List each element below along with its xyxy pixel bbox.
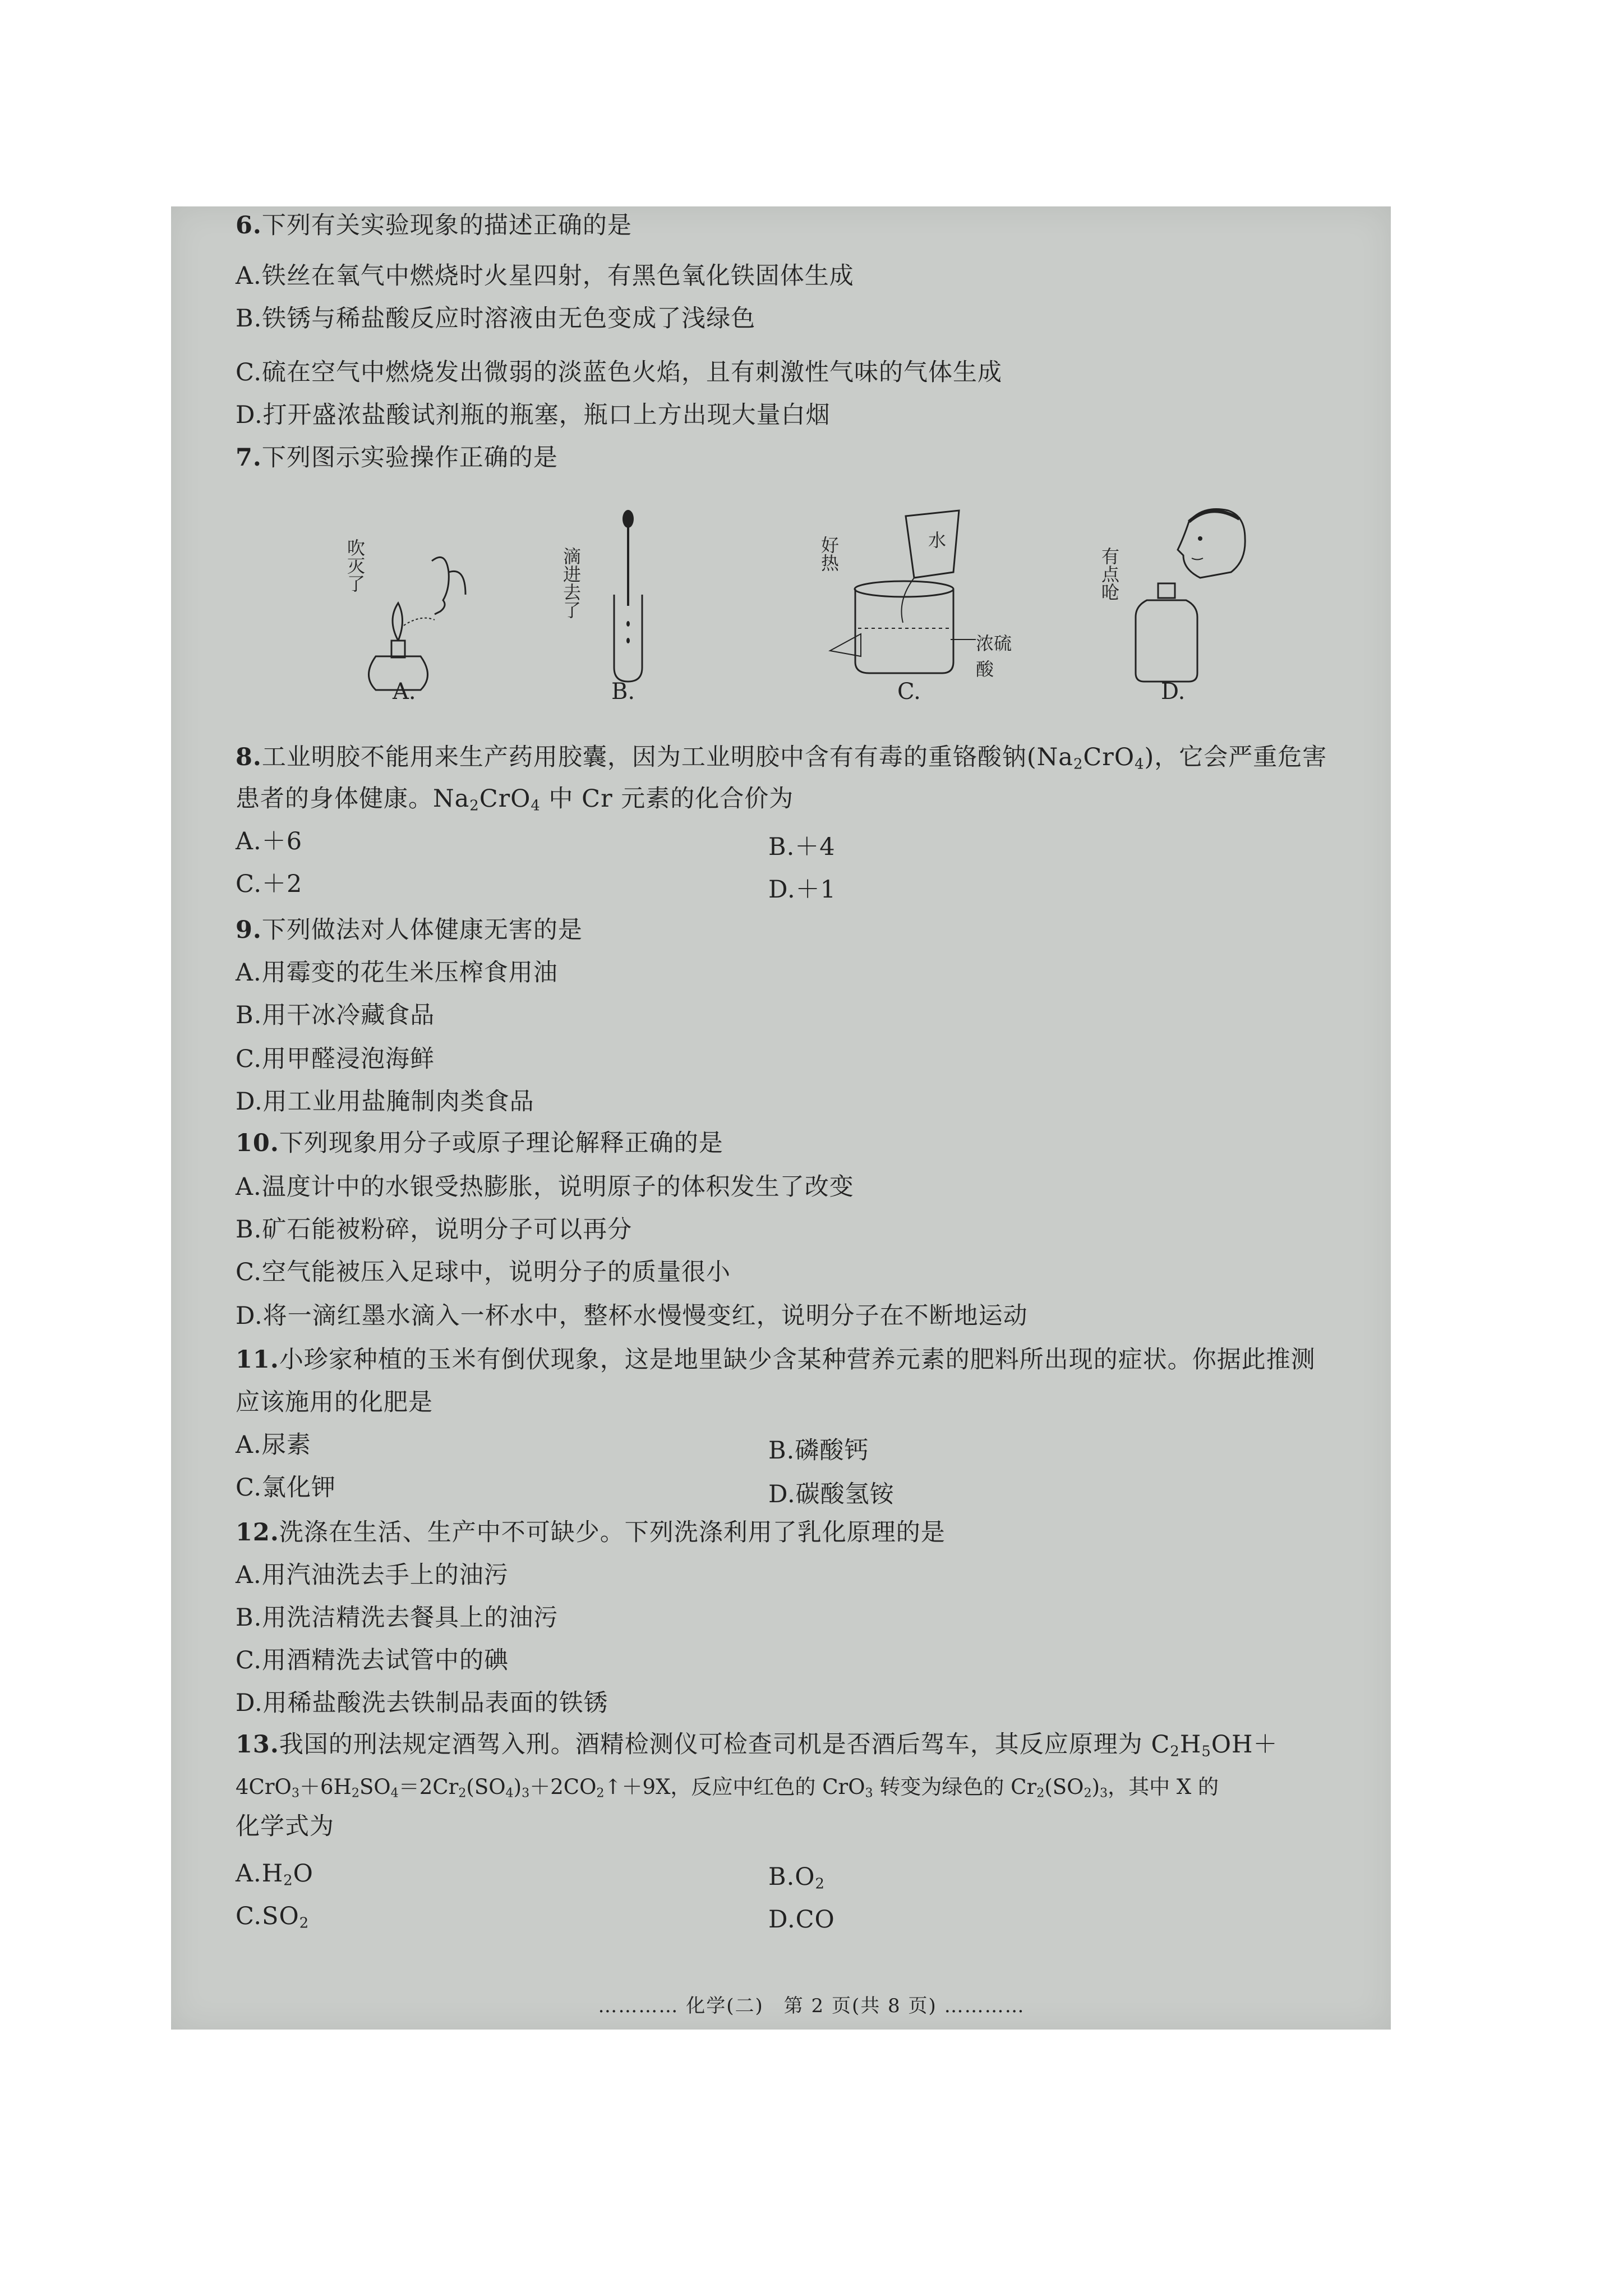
q6-option-d: D.打开盛浓盐酸试剂瓶的瓶塞，瓶口上方出现大量白烟 — [236, 401, 831, 429]
q13-sub-7: 4 — [505, 1786, 514, 1801]
figure-a-label: A. — [393, 679, 416, 705]
q6-stem-text: 下列有关实验现象的描述正确的是 — [261, 211, 632, 240]
q8-text-2b: CrO — [479, 785, 531, 813]
water-label: 水 — [928, 530, 947, 551]
q10-option-d: D.将一滴红墨水滴入一杯水中，整杯水慢慢变红，说明分子在不断地运动 — [236, 1302, 1028, 1330]
q8-option-d: D.＋1 — [768, 876, 836, 904]
q13-opt-a-text-2: O — [293, 1860, 313, 1888]
q7-number: 7. — [236, 444, 262, 472]
figure-a-caption: 吹灭了 — [344, 539, 366, 592]
figure-d-label: D. — [1161, 679, 1186, 705]
q9-option-d: D.用工业用盐腌制肉类食品 — [236, 1088, 534, 1116]
q13-text-2d: ＝2Cr — [398, 1775, 459, 1799]
q8-line-1 — [236, 740, 1327, 774]
q8-option-c: C.＋2 — [236, 870, 303, 898]
q10-option-b: B.矿石能被粉碎，说明分子可以再分 — [236, 1216, 633, 1244]
q13-option-a — [236, 1857, 313, 1890]
q10-number: 10. — [236, 1129, 279, 1157]
q8-option-a: A.＋6 — [236, 827, 303, 855]
q13-text-2h: ↑＋9X，反应中红色的 CrO — [604, 1775, 865, 1799]
q10-stem — [236, 1126, 723, 1160]
q12-number: 12. — [236, 1519, 279, 1547]
q11-number: 11. — [236, 1346, 279, 1374]
q13-text-2c: SO — [359, 1775, 391, 1799]
q6-stem — [236, 209, 632, 242]
q11-line-2: 应该施用的化肥是 — [236, 1388, 433, 1416]
q13-opt-a-text: A.H — [236, 1860, 284, 1888]
q13-sub-12: 2 — [1083, 1786, 1092, 1801]
q13-option-c — [236, 1899, 309, 1933]
q12-stem-text: 洗涤在生活、生产中不可缺少。下列洗涤利用了乳化原理的是 — [279, 1519, 946, 1547]
q6-option-c: C.硫在空气中燃烧发出微弱的淡蓝色火焰，且有刺激性气味的气体生成 — [236, 358, 1003, 386]
q13-option-d: D.CO — [768, 1906, 835, 1934]
q11-option-c: C.氯化钾 — [236, 1474, 336, 1502]
q11-option-a: A.尿素 — [236, 1431, 311, 1459]
q7-stem-text: 下列图示实验操作正确的是 — [261, 444, 558, 472]
q13-text-2l: ，其中 X 的 — [1108, 1775, 1219, 1799]
q6-option-b: B.铁锈与稀盐酸反应时溶液由无色变成了浅绿色 — [236, 305, 756, 333]
q12-option-b: B.用洗洁精洗去餐具上的油污 — [236, 1604, 559, 1632]
q13-sub-4: 2 — [351, 1786, 359, 1801]
q11-line-1 — [236, 1343, 1316, 1377]
q13-sub-10: 3 — [865, 1786, 873, 1801]
q7-stem — [236, 441, 558, 475]
q10-option-c: C.空气能被压入足球中，说明分子的质量很小 — [236, 1258, 731, 1286]
q13-text-2e: (SO — [466, 1775, 506, 1799]
q13-text-2b: ＋6H — [299, 1775, 352, 1799]
figure-a — [314, 494, 505, 718]
figure-c — [808, 494, 1021, 718]
q13-text-2g: ＋2CO — [529, 1775, 597, 1799]
q13-text-2a: 4CrO — [236, 1775, 292, 1799]
q13-line-1 — [236, 1728, 1278, 1761]
q13-sub-8: 3 — [522, 1786, 530, 1801]
q12-stem — [236, 1516, 946, 1549]
q8-line-2 — [236, 782, 794, 816]
acid-label: 浓硫酸 — [976, 633, 1012, 680]
q13-opt-b-sub: 2 — [815, 1875, 825, 1893]
q8-text-1b: CrO — [1083, 743, 1135, 771]
q9-option-c: C.用甲醛浸泡海鲜 — [236, 1045, 435, 1073]
q8-sub-3: 2 — [469, 797, 479, 815]
q9-number: 9. — [236, 916, 262, 944]
q10-option-a: A.温度计中的水银受热膨胀，说明原子的体积发生了改变 — [236, 1173, 854, 1201]
q6-number: 6. — [236, 211, 262, 240]
q13-text-2j: (SO — [1044, 1775, 1084, 1799]
figure-d — [1099, 494, 1267, 718]
q9-option-b: B.用干冰冷藏食品 — [236, 1001, 435, 1029]
page-footer: ………… 化学(二) 第 2 页(共 8 页) ………… — [598, 1995, 1025, 2017]
q13-opt-a-sub: 2 — [283, 1872, 293, 1889]
figure-b-label: B. — [611, 679, 635, 705]
q13-sub-9: 2 — [596, 1786, 605, 1801]
figure-c-caption: 好热 — [818, 536, 840, 572]
figure-d-caption: 有点呛 — [1099, 547, 1120, 601]
q8-sub-1: 2 — [1073, 756, 1083, 773]
figure-b-caption: 滴进去了 — [560, 547, 582, 619]
q9-stem — [236, 913, 583, 947]
q13-text-2i: 转变为绿色的 Cr — [873, 1775, 1037, 1799]
q8-number: 8. — [236, 743, 262, 771]
q13-text-2k: ) — [1091, 1775, 1100, 1799]
q13-line-2 — [236, 1770, 1219, 1804]
q8-option-b: B.＋4 — [768, 833, 836, 861]
q8-text-1a: 工业明胶不能用来生产药用胶囊，因为工业明胶中含有有毒的重铬酸钠(Na — [261, 743, 1073, 771]
q8-sub-2: 4 — [1135, 756, 1145, 773]
q11-option-b: B.磷酸钙 — [768, 1437, 869, 1465]
q9-option-a: A.用霉变的花生米压榨食用油 — [236, 959, 558, 987]
q13-opt-c-sub: 2 — [299, 1915, 310, 1932]
figure-c-label: C. — [897, 679, 921, 705]
q11-option-d: D.碳酸氢铵 — [768, 1480, 895, 1508]
q10-stem-text: 下列现象用分子或原子理论解释正确的是 — [279, 1129, 723, 1157]
q13-text-1c: OH＋ — [1211, 1731, 1278, 1759]
q13-sub-3: 3 — [291, 1786, 299, 1801]
q13-text-1a: 我国的刑法规定酒驾入刑。酒精检测仪可检查司机是否酒后驾车，其反应原理为 C — [279, 1731, 1170, 1759]
q12-option-a: A.用汽油洗去手上的油污 — [236, 1561, 509, 1589]
q13-sub-6: 2 — [458, 1786, 467, 1801]
q8-text-2c: 中 Cr 元素的化合价为 — [540, 785, 794, 813]
q13-sub-2: 5 — [1201, 1743, 1211, 1760]
q6-option-a: A.铁丝在氧气中燃烧时火星四射，有黑色氧化铁固体生成 — [236, 262, 854, 290]
q13-number: 13. — [236, 1731, 279, 1759]
q13-line-3: 化学式为 — [236, 1812, 334, 1841]
q9-stem-text: 下列做法对人体健康无害的是 — [261, 916, 583, 944]
q8-text-2a: 患者的身体健康。Na — [236, 785, 470, 813]
q13-sub-5: 4 — [390, 1786, 399, 1801]
q13-text-2f: ) — [513, 1775, 522, 1799]
q12-option-d: D.用稀盐酸洗去铁制品表面的铁锈 — [236, 1689, 608, 1717]
q13-option-b — [768, 1860, 825, 1894]
q8-sub-4: 4 — [531, 797, 541, 815]
q13-text-1b: H — [1179, 1731, 1202, 1759]
q13-sub-11: 2 — [1036, 1786, 1045, 1801]
q13-opt-b-text: B.O — [768, 1863, 815, 1891]
q13-sub-13: 3 — [1100, 1786, 1108, 1801]
q11-text-1: 小珍家种植的玉米有倒伏现象，这是地里缺少含某种营养元素的肥料所出现的症状。你据此推测 — [279, 1346, 1316, 1374]
figure-b — [561, 494, 695, 718]
q8-text-1c: )，它会严重危害 — [1144, 743, 1327, 771]
q12-option-c: C.用酒精洗去试管中的碘 — [236, 1646, 509, 1674]
q13-opt-c-text: C.SO — [236, 1902, 299, 1930]
q7-figures — [314, 494, 1267, 718]
q13-sub-1: 2 — [1170, 1743, 1180, 1760]
